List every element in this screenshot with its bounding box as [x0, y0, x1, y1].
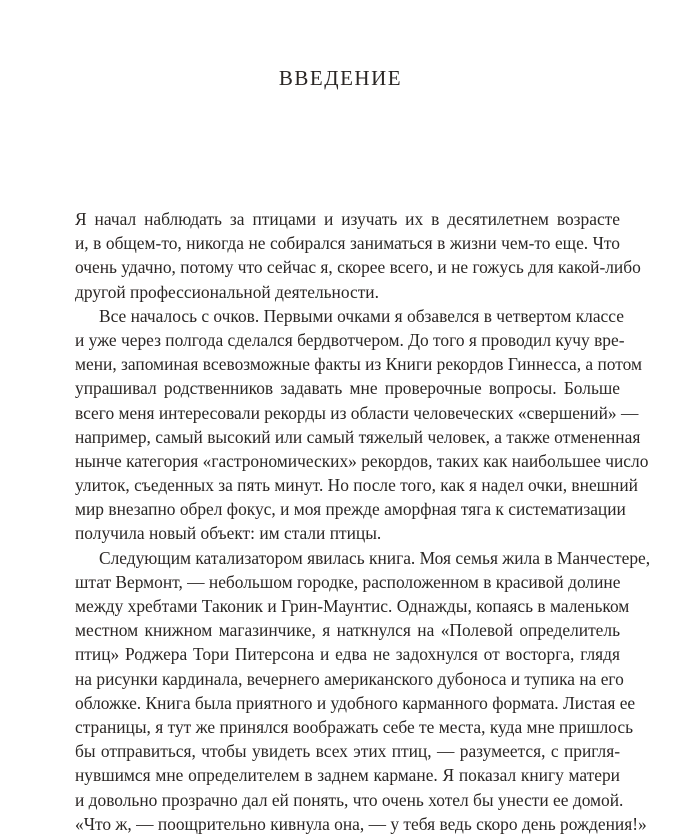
- text-line: мени, запоминая всевозможные факты из Книги рекордов Гиннесса, а потом: [75, 354, 642, 375]
- text-line: и довольно прозрачно дал ей понять, что очень хотел бы унести ее домой.: [75, 789, 624, 810]
- text-line: Я начал наблюдать за птицами и изучать их в десятилетнем возрасте: [75, 209, 620, 229]
- text-line: штат Вермонт, — небольшом городке, расположенном в красивой долине: [75, 571, 621, 592]
- text-line: всего меня интересовали рекорды из области человеческих «свершений» —: [75, 402, 639, 423]
- text-line: на рисунки кардинала, вечернего американского дубоноса и тупика на его: [75, 668, 624, 689]
- text-line: например, самый высокий или самый тяжелый человек, а также отмененная: [75, 426, 641, 447]
- text-line: улиток, съеденных за пять минут. Но после того, как я надел очки, внешний: [75, 475, 638, 496]
- text-line: «Что ж, — поощрительно кивнула она, — у тебя ведь скоро день рождения!»: [75, 813, 647, 834]
- text-line: получила новый объект: им стали птицы.: [75, 523, 382, 544]
- text-line: обложке. Книга была приятного и удобного карманного формата. Листая ее: [75, 692, 636, 713]
- text-line: местном книжном магазинчике, я наткнулся на «Полевой определитель: [75, 620, 620, 641]
- text-line: очень удачно, потому что сейчас я, скорее всего, и не гожусь для какой-либо: [75, 257, 641, 278]
- text-line: бы отправиться, чтобы увидеть всех этих птиц, — разумеется, с пригля-: [75, 741, 620, 762]
- paragraph-3: [75, 546, 651, 836]
- text-line: и, в общем-то, никогда не собирался заниматься в жизни чем-то еще. Что: [75, 233, 620, 254]
- text-line: и уже через полгода сделался бердвотчером. До того я проводил кучу вре-: [75, 329, 625, 350]
- text-line: страницы, я тут же принялся воображать себе те места, куда мне пришлось: [75, 716, 634, 737]
- paragraph-1: [75, 207, 641, 304]
- text-line: Все началось с очков. Первыми очками я обзавелся в четвертом классе: [99, 305, 624, 326]
- text-line: нувшимся мне определителем в заднем кармане. Я показал книгу матери: [75, 765, 620, 786]
- text-line: между хребтами Таконик и Грин-Маунтис. Однажды, копаясь в маленьком: [75, 596, 630, 616]
- text-line: упрашивал родственников задавать мне проверочные вопросы. Больше: [75, 378, 620, 399]
- text-line: мир внезапно обрел фокус, и моя прежде аморфная тяга к систематизации: [75, 499, 626, 520]
- text-line: Следующим катализатором явилась книга. Моя семья жила в Манчестере,: [99, 547, 651, 568]
- text-line: другой профессиональной деятельности.: [75, 281, 379, 302]
- text-line: птиц» Роджера Тори Питерсона и едва не задохнулся от восторга, глядя: [75, 644, 620, 665]
- text-line: нынче категория «гастрономических» рекордов, таких как наибольшее число: [75, 450, 649, 471]
- body-text: [75, 207, 651, 836]
- paragraph-2: [75, 304, 649, 546]
- chapter-title: ВВЕДЕНИЕ: [278, 66, 403, 90]
